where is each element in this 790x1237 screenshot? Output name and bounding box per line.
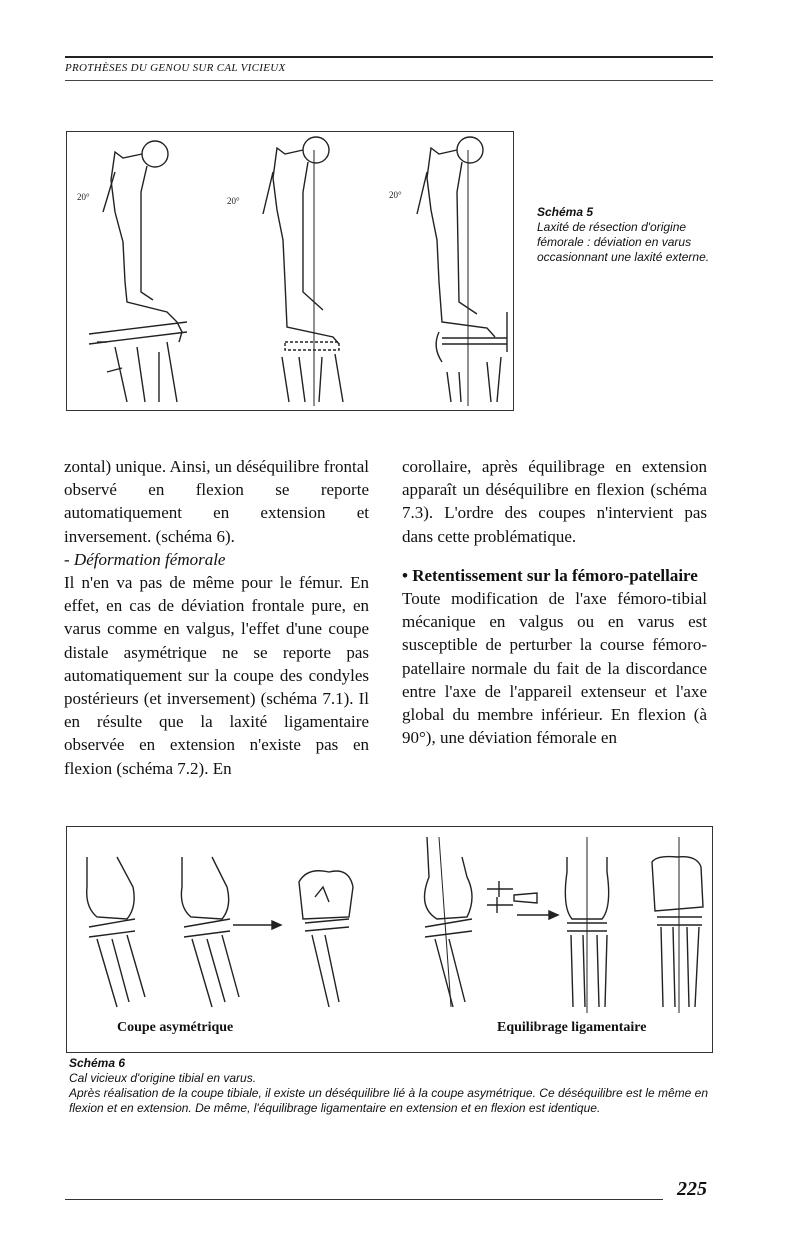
angle-label-2: 20° (227, 196, 240, 206)
header-underline (65, 80, 713, 81)
knee-diagram-1 (87, 857, 145, 1007)
figure-6-caption-line2: Après réalisation de la coupe tibiale, il existe un déséquilibre lié à la coupe asymétrique. Ce déséquilibre est le même en flexion et en extension. De même, l'équilibrage ligamentaire en extension et en flexion est identique. (69, 1086, 709, 1115)
left-paragraph-1: zontal) unique. Ainsi, un déséquilibre frontal observé en flexion se reporte automatiquement en extension et inversement. (schéma 6). (64, 457, 369, 546)
femur-diagram-2 (263, 137, 343, 406)
right-paragraph-2: Toute modification de l'axe fémoro-tibial mécanique en valgus ou en varus est susceptible de perturber la course fémoro-patellaire normale du fait de la discordance entre l'axe de l'appareil extenseur et l'axe global du membre inférieur. En flexion (à 90°), une déviation fémorale en (402, 589, 707, 748)
figure-6-caption (69, 1056, 714, 1116)
label-equilibrage-ligamentaire: Equilibrage ligamentaire (497, 1020, 647, 1035)
figure-6-caption-line1: Cal vicieux d'origine tibial en varus. (69, 1071, 257, 1085)
figure-5-caption-title: Schéma 5 (537, 205, 594, 219)
figure-5-caption-text: Laxité de résection d'origine fémorale : déviation en varus occasionnant une laxité externe. (537, 220, 710, 264)
header-rule (65, 56, 713, 58)
knee-diagram-4 (425, 837, 473, 1007)
left-subheading: - Déformation fémorale (64, 549, 226, 569)
label-coupe-asymetrique: Coupe asymétrique (117, 1020, 234, 1035)
figure-5-caption (537, 205, 715, 265)
spacer (402, 548, 707, 564)
right-heading: • Retentissement sur la fémoro-patellaire (402, 565, 698, 585)
right-column (402, 455, 707, 749)
page-number: 225 (677, 1178, 707, 1200)
angle-label-1: 20° (77, 192, 90, 202)
femur-diagram-1 (89, 141, 187, 402)
footer-rule (65, 1199, 663, 1200)
figure-5 (66, 131, 514, 411)
figure-5-drawing (67, 132, 513, 410)
figure-6-caption-title: Schéma 6 (69, 1056, 126, 1070)
knee-diagram-6 (652, 837, 703, 1013)
knee-diagram-3 (299, 871, 353, 1007)
figure-6-drawing (67, 827, 712, 1017)
right-paragraph-1: corollaire, après équilibrage en extension apparaît un déséquilibre en flexion (schéma 7.3). L'ordre des coupes n'intervient pas dans cette problématique. (402, 457, 707, 546)
running-title: PROTHÈSES DU GENOU SUR CAL VICIEUX (65, 62, 286, 74)
ligament-tool-icon (487, 881, 537, 913)
knee-diagram-5 (565, 837, 608, 1013)
figure-6 (66, 826, 713, 1053)
angle-label-3: 20° (389, 190, 402, 200)
femur-diagram-3 (417, 137, 507, 406)
left-paragraph-2: Il n'en va pas de même pour le fémur. En effet, en cas de déviation frontale pure, en varus comme en valgus, l'effet d'une coupe distale asymétrique ne se reporte pas automatiquement sur la coupe des condyles postérieurs (et inversement) (schéma 7.1). Il en résulte que la laxité ligamentaire observée en extension n'existe pas en flexion (schéma 7.2). En (64, 573, 369, 778)
left-column (64, 455, 369, 780)
knee-diagram-2 (181, 857, 239, 1007)
